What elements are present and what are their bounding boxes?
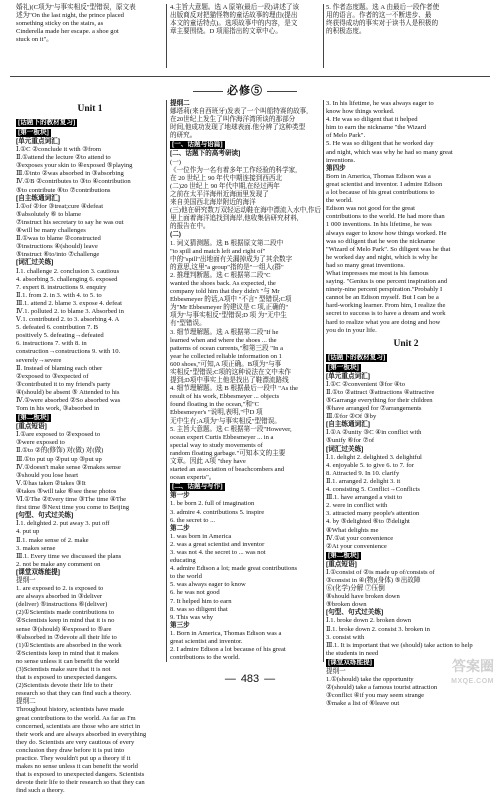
answer-line: ⑤absolutely ⑥ to blame <box>16 210 82 218</box>
column-divider <box>323 4 324 68</box>
answer-line: Ⅱ.1. broke down 2. consist 3. broken in <box>326 625 430 633</box>
column-divider <box>323 100 324 662</box>
section-label <box>16 128 164 138</box>
answer-line: 2. 推理判断题。选 C 根据第二段"C <box>170 271 271 279</box>
answer-line: 有"型错误。 <box>170 320 206 328</box>
answer-line: Ⅰ.1. delight 2. delighted 3. delightful <box>326 453 422 461</box>
column-divider <box>166 4 167 68</box>
column-2 <box>170 100 320 665</box>
answer-line: ②(should) take a famous tourist attraction <box>326 684 438 692</box>
answer-line: wanted the shoes back. As expected, the <box>170 279 276 287</box>
answer-line: 600 shoes,"可知,A 项正确。B项为"与事 <box>170 360 282 368</box>
answer-line: ③contributed it to my friend's party <box>16 380 111 388</box>
answer-line: 的报告在中。 <box>170 223 210 231</box>
answer-line: Ⅱ.①attend the lecture ②to attend to <box>16 154 111 162</box>
answer-line: 3. attracted many people's attention <box>326 510 420 518</box>
answer-line: 3. consist with <box>326 633 365 641</box>
answer-line: contributions to the world. He had more than <box>326 213 445 221</box>
section-label-text: [第二板块] <box>328 551 359 559</box>
answer-line: 3. 细节理解题。选 A 根据第二段"If he <box>170 328 279 336</box>
answer-line: Ⅰ.1. challenge 2. conclusion 3. cautious <box>16 267 120 275</box>
answer-line: educating <box>170 557 196 565</box>
text-line: Cinderella made her escape. a shoe got <box>16 28 119 36</box>
subsection-heading: [句型、句式过关练] <box>326 609 384 617</box>
answer-line: 为"Mr Ebbesmeyer 的建议是 C 项,正确的" <box>170 304 289 312</box>
answer-line: ⑧What delights me <box>326 526 379 534</box>
answer-line: 5. was always eager to know <box>170 581 246 589</box>
answer-line: ocean expert Curtis Ebbesmeyer ... in a <box>170 433 274 441</box>
watermark-logo: 答案圈 MXQE.COM <box>451 658 494 685</box>
answer-line: Ⅳ.①B ②contributes to ③to ④contribution <box>16 178 131 186</box>
answer-line: Ⅰ.1. delighted 2. put away 3. put off <box>16 520 110 528</box>
answer-line: 1. 词义猜测题。选 B 根据原文第二段中 <box>170 239 284 247</box>
answer-line: ninety-nine percent perspiration."Probably I <box>326 286 443 294</box>
section-label <box>16 413 164 423</box>
answer-line: started an association of beachcombers and <box>170 466 285 474</box>
answer-line: 8. Attracted 9. In 10. clarify <box>326 469 400 477</box>
answer-line: he worked day and night, which is why he <box>326 253 438 261</box>
answer-line: ⑤instruct ⑥to/into ⑦challenge <box>16 251 100 259</box>
answer-line: hard-working learner. From him, I realize the <box>326 302 446 310</box>
answer-line: that is exposed to unexpected dangers. <box>16 674 118 682</box>
answer-line: find such a theory. <box>16 787 65 795</box>
answer-line: Ⅳ.①were absorbed ②So absorbed was <box>16 397 121 404</box>
answer-line: 4. by ⑤delighted ⑥to ⑦delight <box>326 518 410 526</box>
answer-line: Throughout history, scientists have made <box>16 706 125 714</box>
subsection-heading: [单元重点词汇] <box>326 372 370 380</box>
answer-line: 1. are exposed to 2. is exposed to <box>16 585 104 593</box>
answer-line: 娜塔莉(来自西班牙)发表了一个叫船特赛的故事, <box>170 108 308 116</box>
section-label-text: [一、话题与语篇] <box>172 141 223 149</box>
answer-line: Ⅰ.①C ②conclude it with ③from <box>16 146 101 154</box>
answer-line: ⑧will be many challenges <box>16 227 86 235</box>
answer-line: 7. It helped him to earn <box>170 597 232 605</box>
text-line: 终获得成功的事实对于读书人是积极的 <box>326 20 439 28</box>
subsection-heading: (二) <box>170 231 181 239</box>
answer-line: 4. absorbing 5. challenging 6. exposed <box>16 275 118 283</box>
section-label-text: [第一板块] <box>18 129 49 136</box>
column-1 <box>16 100 164 795</box>
answer-line: 实相反"型错误;C项的这种说法在文中未作 <box>170 369 292 376</box>
answer-line: Ⅲ.①for ②Of ③by <box>326 413 377 421</box>
subsection-heading: [词汇过关练] <box>16 259 54 267</box>
answer-line: ③exposes your skin to ④exposed ⑤playing <box>16 162 133 170</box>
answer-line: "Wizard of Melo Park". So diligent was he that <box>326 245 451 253</box>
subsection-heading: [自主练通词汇] <box>16 194 60 202</box>
answer-line: (2)①Scientists made contributions to <box>16 609 115 617</box>
answer-line: ③were exposed to <box>16 439 65 447</box>
answer-line: their work and are always absorbed in everything <box>16 730 147 738</box>
answer-line: 4. 细节理解题。选 B 根据最后一段中 "As the <box>170 385 298 393</box>
answer-line: Ebbesmeyer's "说明,表明,"中D 项 <box>170 409 263 417</box>
answer-line: Ebbesmeyer 的话,A项中 "不言" 型错误;C项 <box>170 296 292 304</box>
page-number: — 483 — <box>224 673 276 685</box>
answer-line: ②exposed to ③expected of <box>16 372 89 380</box>
answer-line: 在 20 世纪上 90 年代中期连接到西西北 <box>170 174 283 182</box>
answer-line: 8. was so diligent that <box>170 605 228 613</box>
answer-line: 7. expert 8. instructions 9. enquiry <box>16 283 107 291</box>
answer-line: 3. In his lifetime, he was always eager to <box>326 100 434 107</box>
answer-line: (1)①Scientists are absorbed in the work <box>16 641 122 649</box>
answer-line: Ⅳ.1. polluted 2. to blame 3. Absorbed in <box>16 307 124 315</box>
subsection-heading: [词汇过关练] <box>326 445 364 453</box>
answer-line: 1.①(should) take the opportunity <box>326 676 414 683</box>
answer-line: ③consist in ④(物)(身体) ⑤出故障 <box>326 576 421 584</box>
answer-line: 6. the secret to ... <box>170 516 216 524</box>
answer-line: great contributions to the world. As far as I'm <box>16 714 136 722</box>
answer-line: conclusion they draw before it is put into <box>16 746 125 754</box>
answer-line: Ⅳ.①doesn't make sense ②makes sense <box>16 463 121 471</box>
answer-line: Ⅴ.1. contributed 2. to 3. absorbing 4. A <box>16 316 120 324</box>
answer-line: 2. not be make any comment on <box>16 560 101 568</box>
subsection-heading: [单元重点词汇] <box>16 138 60 145</box>
answer-line: Ⅰ.1. broke down 2. broken down <box>326 617 412 625</box>
answer-line: practice. They wouldn't put up a theory if it <box>16 755 131 763</box>
answer-line: ⑦instruct his secretary to say he was out <box>16 218 124 226</box>
text-line: 4.主旨大意题。选 A 原第(最后一段)讲述了该 <box>170 4 300 11</box>
section-label <box>170 482 320 492</box>
text-line: 婚礼)(C项为"与事实相反"型错误，原文表 <box>16 4 136 11</box>
answer-line: 1. Born in America, Thomas Edison was a <box>170 629 282 637</box>
answer-line: Ⅲ.1. Every time we discussed the plans <box>16 552 122 560</box>
answer-line: contributions to the world. <box>170 654 240 662</box>
answer-line: saying. "Genius is one percent inspiration and <box>326 278 448 286</box>
answer-line: the students in need <box>326 649 379 657</box>
top-middle-block <box>170 4 320 74</box>
answer-line: construction→constructions 9. with 10. <box>16 348 121 356</box>
subsection-heading: [课堂双练能提] <box>16 568 60 576</box>
answer-line: 提纲一 <box>326 667 346 675</box>
answer-line: ③should you lose heart <box>16 471 79 479</box>
subsection-heading: 第一步 <box>170 492 190 500</box>
answer-line: had so many great inventions. <box>326 261 405 269</box>
answer-line: Born in America, Thomas Edison was a <box>326 172 431 180</box>
answer-line: Ⅰ.①are exposed to ②exposed to <box>16 431 101 439</box>
section-title: 必修⑤ <box>170 82 320 98</box>
answer-line: 文章。因此 A项 "they have <box>170 458 246 466</box>
section-label <box>326 353 486 363</box>
answer-line: (三)他在研究数万双轻运动鞋在海中漂流入水中,作后 <box>170 207 322 215</box>
answer-line: "to spill and match left and right of" <box>170 247 266 255</box>
top-right-block <box>326 4 486 74</box>
subsection-heading: 第二步 <box>170 524 190 532</box>
answer-line: 9. This was why <box>170 613 214 621</box>
answer-line: learned when and where the shoes ... the <box>170 336 277 344</box>
subsection-heading: [二、话题下的高考研读] <box>170 150 241 158</box>
answer-line: devote their life to their research so that they can <box>16 779 145 787</box>
text-line: stuck on it"。 <box>16 36 53 44</box>
answer-line: 提到;D项中事实上他是找出了鞋漂流路线 <box>170 377 289 385</box>
answer-line: 2. I admire Edison a lot because of his great <box>170 646 286 654</box>
answer-line: him to earn the nickname "the Wizard <box>326 124 427 132</box>
answer-line: know how things worked. <box>326 108 395 116</box>
section-label-text: [第二板块] <box>18 414 49 422</box>
answer-line: Ⅰ.①of ②for ③treat;cure ④defeat <box>16 202 104 210</box>
unit-heading: Unit 2 <box>393 338 419 349</box>
answer-line: 4. put up <box>16 528 40 536</box>
answer-line: a lot because of his great contributions to <box>326 189 435 197</box>
answer-line: ⑤make a list of ⑥leave out <box>326 700 400 708</box>
answer-line: Ⅱ.1. arranged 2. delight 3. it <box>326 477 401 485</box>
subsection-heading: [句型、句式过关练] <box>16 512 74 520</box>
answer-line: special way to study movements of <box>170 441 263 449</box>
answer-line: Ⅲ.①into ②was absorbed in ③absorbing <box>16 170 124 178</box>
answer-line: 5. He was so diligent that he worked day <box>326 140 434 148</box>
answer-line: ②At your convenience <box>326 542 387 550</box>
section-label <box>170 140 320 150</box>
answer-line: (一) <box>170 158 181 166</box>
answer-line: Ⅲ.1. It is important that we (should) take action to help <box>326 641 473 649</box>
answer-line: Edison was not good for the great <box>326 205 415 213</box>
answer-line: Tom in his work, ③absorbed in <box>16 405 100 413</box>
answer-line: are always absorbed in ③deliver <box>16 593 103 601</box>
section-label-text: [话题下的教材复习] <box>328 353 386 361</box>
answer-line: 1 000 inventions. In his lifetime, he was <box>326 221 432 229</box>
answer-line: 无中生有;A项为"与事实相反"型错误。 <box>170 417 281 425</box>
answer-line: Ⅳ.①at your convenience <box>326 534 394 542</box>
answer-line: hard to realize what you are doing and how <box>326 318 441 326</box>
answer-line: 3. makes sense <box>16 544 56 552</box>
answer-line: Ⅱ.1. from 2. in 3. with 4. to 5. to <box>16 291 102 299</box>
text-line: 用的语言。作者的这一不断进步、最 <box>326 12 432 20</box>
subsection-heading: [重点短语] <box>16 423 47 431</box>
answer-line: 4. He was so diligent that it helped <box>326 116 418 124</box>
answer-line: 在20世纪上发生了叫作海洋湾所谈的那部分 <box>170 116 296 124</box>
answer-line: found floating in the ocean,"和"C <box>170 401 260 409</box>
section-label <box>326 551 486 561</box>
answer-line: Ⅱ.①to ②attract ③attractions ④attractive <box>326 388 435 396</box>
text-line: 章主要围绕。D 项需指出的文章中心。 <box>170 28 282 36</box>
section-label-text: [话题下的教材复习] <box>18 119 76 126</box>
answer-line: year he collected reliable information on 1 <box>170 352 283 360</box>
subsection-heading: [自主练通词汇] <box>326 421 370 429</box>
answer-line: ②Scientists keep in mind that it makes <box>16 649 119 657</box>
answer-line: 提纲一 <box>16 576 36 584</box>
section-label-text: [第一板块] <box>328 363 359 371</box>
answer-line: 6. he was not good <box>170 589 220 597</box>
answer-line: ⑥have arranged for ⑦arrangements <box>326 405 422 413</box>
answer-line: 提纲二 <box>16 698 36 706</box>
subsection-heading: [重点短语] <box>326 560 357 568</box>
answer-line: inventions. <box>326 156 356 164</box>
answer-line: 2. was a great scientist and inventor <box>170 540 265 548</box>
answer-line: research so that they can find such a theory. <box>16 690 132 698</box>
answer-line: always eager to know how things worked. He <box>326 229 447 237</box>
answer-line: the world. <box>326 197 353 205</box>
answer-line: ⑤to contribute ⑥to ⑦contributions <box>16 186 111 194</box>
section-label-text: [课堂双练能提] <box>328 658 372 666</box>
answer-line: secret to success is to have a dream and work <box>326 310 446 318</box>
answer-line: you do in your life. <box>326 326 377 334</box>
answer-line: 项为"与事实相反"型错误;D 项 为"无中生 <box>170 312 287 320</box>
section-label-text: [二、话题与写作] <box>172 483 223 491</box>
answer-line: Ⅴ.①has taken ②takes ③It <box>16 479 86 487</box>
answer-line: Ⅰ.①A ②unity ③C ④in conflict with <box>326 429 422 437</box>
text-line: 5. 作者态度题。选 A 由最后一段作者使 <box>326 4 440 11</box>
answer-line: to the world <box>170 573 202 581</box>
answer-line: 时间,他成功发现了地球表面.他分辨了这种类型 <box>170 124 306 132</box>
answer-line: 的意思,这里"a group"指的是"一组人(群" <box>170 263 284 271</box>
top-left-block <box>16 4 164 74</box>
answer-line: ③instructions ④(should) leave <box>16 243 98 251</box>
answer-line: Ⅲ.1. attend 2. blame 3. expose 4. defeat <box>16 299 122 307</box>
answer-line: 4. consisting 5. Conflict→Conflicts <box>326 486 420 494</box>
answer-line: cannot be an Edison myself. But I can be a <box>326 294 439 302</box>
text-line: something sticky on the stairs, as <box>16 20 104 28</box>
section-label <box>326 363 486 373</box>
answer-line: 3. admire 4. contributions 5. inspire <box>170 508 265 516</box>
answer-line: ②Scientists keep in mind that it is no <box>16 617 115 625</box>
answer-line: Ⅱ.①to ②的(修饰) 对(做) 对(做) <box>16 447 104 455</box>
answer-line: concerned, scientists are those who are strict in <box>16 722 141 730</box>
answer-line: Ⅱ.1. make sense of 2. make <box>16 536 89 544</box>
answer-line: of Melo Park". <box>326 132 366 140</box>
answer-line: 1. be born 2. full of imagination <box>170 500 255 508</box>
text-line: 述为"On the last night, the prince placed <box>16 12 124 20</box>
answer-line: ⑥absorbed in ⑦devote all their life to <box>16 633 117 641</box>
answer-line: 1. was born in America <box>170 532 232 540</box>
answer-line: great scientist and inventor. <box>170 638 243 645</box>
answer-line: 5. 主旨大意题。选 C 根据第一段"However, <box>170 425 292 433</box>
answer-line: 来自美国西北海岸附近的海洋 <box>170 199 256 207</box>
answer-line: (2)Scientists devote their life to their <box>16 682 113 690</box>
text-line: 出版商反对把猫怪物的童话故事的理由(提出 <box>170 12 298 20</box>
answer-line: 6. instructions 7. with 8. in <box>16 340 87 348</box>
answer-line: positively 5. defeating→defeated <box>16 332 104 340</box>
answer-line: Ⅲ.1. have arranged a visit to <box>326 494 403 502</box>
answer-line: 4. enjoyable 5. to give 6. to 7. for <box>326 461 414 469</box>
answer-line: patterns of ocean currents,"和第三段 "In a <box>170 344 284 352</box>
answer-line: Ⅱ. Instead of blaming each other <box>16 364 103 372</box>
answer-line: company told him that they didn't "与 Mr <box>170 288 280 296</box>
answer-line: 2. were in conflict with <box>326 502 388 510</box>
answer-line: Ⅲ.①to put up ②put up ③put up <box>16 455 102 463</box>
answer-line: Ⅵ.①The ②Every time ③The time ④The <box>16 496 127 504</box>
subsection-heading: 第四步 <box>326 164 346 172</box>
answer-line: that is exposed to unexpected dangers. Scientists <box>16 771 145 779</box>
subsection-heading: 第三步 <box>170 621 190 629</box>
answer-line: severely→severe <box>16 356 62 364</box>
answer-line: 的研究。 <box>170 132 197 140</box>
answer-line: 4. admire Edison a lot; made great contributions <box>170 565 298 573</box>
answer-line: What impresses me most is his famous <box>326 269 429 277</box>
answer-line: 5. defeated 6. contribution 7. B <box>16 324 99 332</box>
text-line: 的积极态度。 <box>326 28 366 36</box>
answer-line: ⑨broken down <box>326 601 367 609</box>
answer-line: ocean experts"。 <box>170 474 216 482</box>
answer-line: 中的"spill"出地面有关漏掉成为了其余数字 <box>170 255 293 263</box>
answer-line: random floating garbage."可知本文的主要 <box>170 449 286 457</box>
subsection-heading: 提纲二 <box>170 100 190 107</box>
top-separator <box>10 76 490 77</box>
answer-line: ④(should) be absent ⑤ Attended to his <box>16 388 120 396</box>
column-divider <box>166 100 167 662</box>
answer-line: 3. was not 4. the secret to ... was not <box>170 548 266 556</box>
answer-line: ⑤Garrange everything for their children <box>326 397 433 404</box>
answer-line: Ⅱ.①was to blame ②constructed <box>16 235 101 243</box>
answer-line: ⑤unify ⑥for ⑦of <box>326 437 375 445</box>
unit-heading: Unit 1 <box>77 104 103 114</box>
answer-line: Ⅰ.①consist of ②is made up of/consists of <box>326 568 435 576</box>
answer-line: ③conflict ④if you may seem strange <box>326 692 425 700</box>
answer-line: ⑧should have broken down <box>326 593 400 601</box>
answer-line: 《一位作为一名有着多年工作经验的科学家, <box>170 166 297 174</box>
answer-line: 里上面着海洋追找到海岸,他收集倍研究材料, <box>170 215 299 223</box>
answer-line: Ⅰ.①C ②convenient ③for ④to <box>326 380 405 388</box>
section-label <box>16 118 164 128</box>
answer-line: great scientist and inventor. I admire Edison <box>326 180 443 188</box>
answer-line: ⑥(化学)分解 ⑦压倒 <box>326 585 385 593</box>
answer-line: (二)20 世纪上 90 年代中期,在经过两年 <box>170 182 280 190</box>
answer-line: result of his work, Ebbesmeyer ... objects <box>170 393 280 401</box>
answer-line: ④takes ⑤will take ⑥see these photos <box>16 487 117 495</box>
answer-line: and night, which was why he had so many great <box>326 148 453 156</box>
answer-line: (deliver) ⑤instructions ⑥(deliver) <box>16 601 108 609</box>
answer-line: was so diligent that he won the nickname <box>326 237 435 245</box>
answer-line: makes no sense unless it can benefit the world <box>16 763 138 771</box>
answer-line: 之前在太平洋海州近海面里发现了 <box>170 190 269 198</box>
answer-line: no sense unless it can benefit the world <box>16 657 120 665</box>
text-line: 本文的童话特点)。选项故事中的内容，是文 <box>170 20 298 28</box>
answer-line: first time ⑤Next time you come to Beijing <box>16 504 130 512</box>
answer-line: they do. Scientists are very cautious of every <box>16 738 135 746</box>
answer-line: sense ③(should) ④exposed to ⑤are <box>16 625 112 633</box>
answer-line: (3)Scientists make sure that it is not <box>16 666 111 673</box>
